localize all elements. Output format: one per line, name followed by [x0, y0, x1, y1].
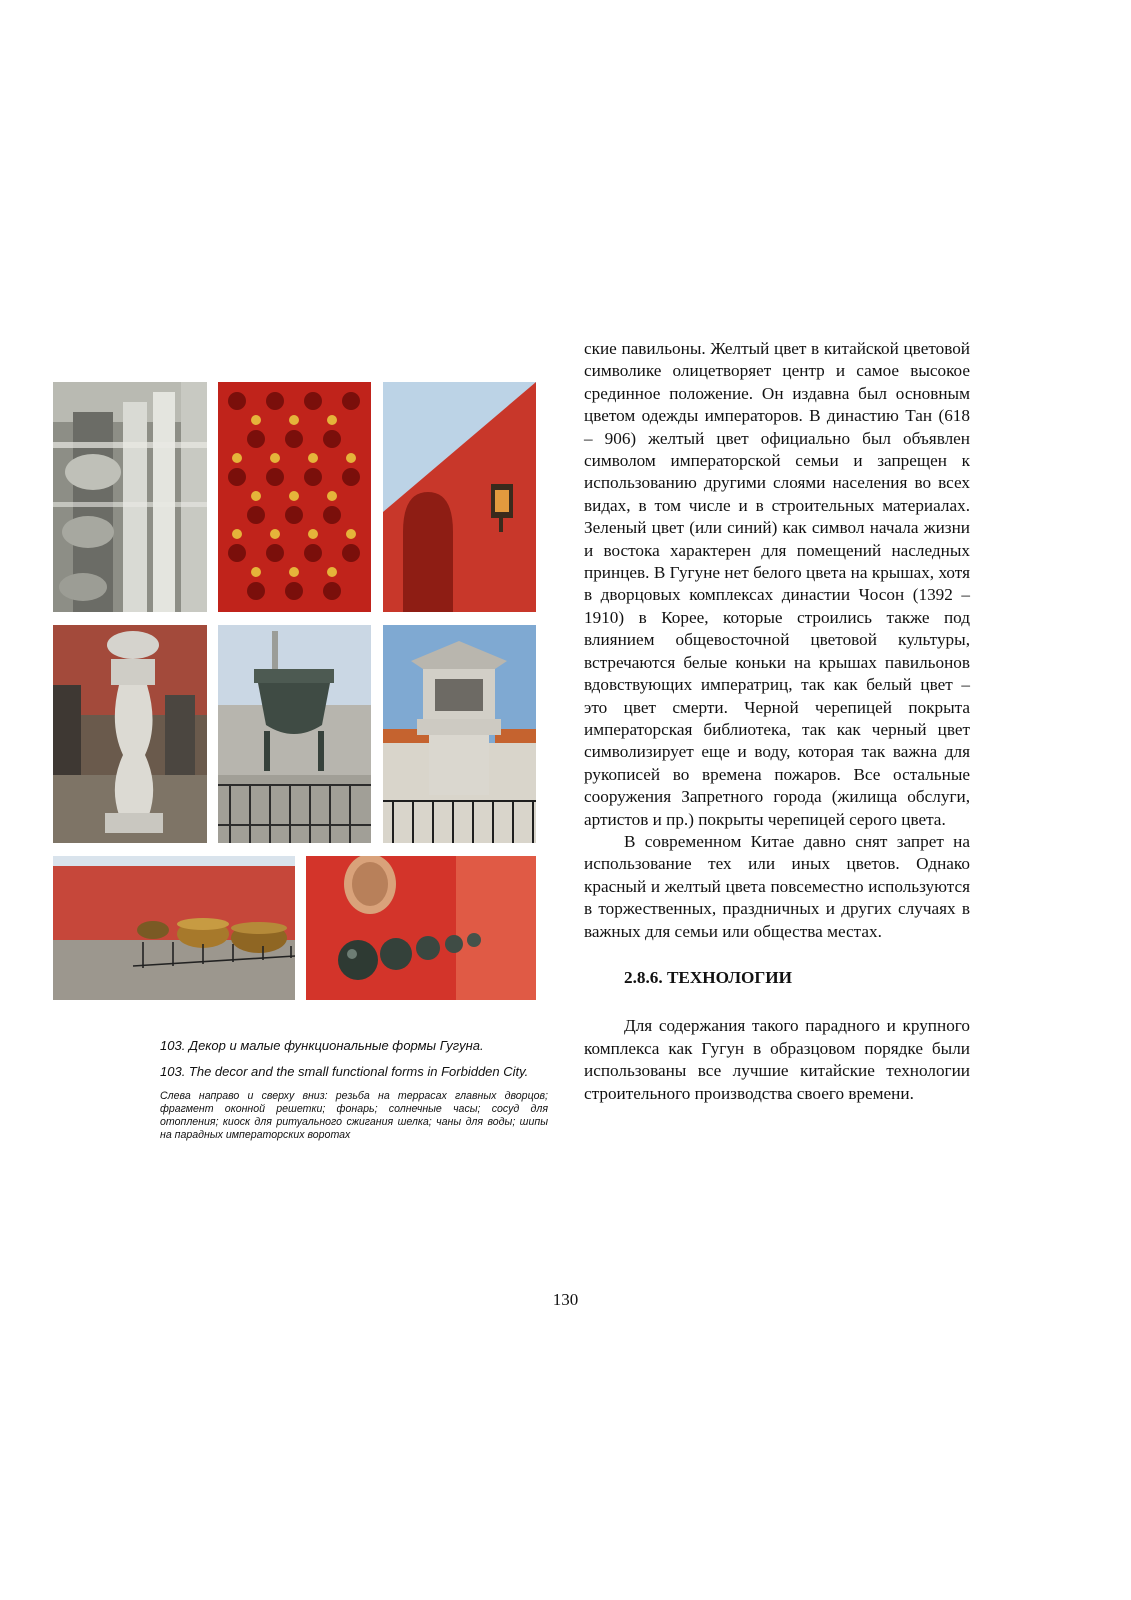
- caption-description: Слева направо и сверху вниз: резьба на террасах главных дворцов; фрагмент оконной решетки; фонарь; солнечные часы; сосуд для отопления; киоск для ритуального сжигания шелка; чаны для воды; шипы на парадных императорских воротах: [160, 1090, 548, 1141]
- figure-captions: [160, 1038, 548, 1142]
- sundial-photo: [53, 625, 207, 843]
- paragraph-3: Для содержания такого парадного и крупного комплекса как Гугун в образцовом порядке были использованы все лучшие китайские технологии строительного производства своего времени.: [584, 1016, 970, 1103]
- main-text-column: [584, 338, 970, 1105]
- water-vats-photo: [53, 856, 295, 1000]
- page-number: 130: [552, 1290, 579, 1309]
- window-lattice-photo: [218, 382, 371, 612]
- incense-burner-photo: [218, 625, 371, 843]
- carved-balustrade-photo: [53, 382, 207, 612]
- paragraph-1: ские павильоны. Желтый цвет в китайской цветовой символике олицетворяет центр и самое высокое срединное положение. Он издавна был основным цветом одежды императоров. В династию Тан (618 – 906) желтый цвет официально был объявлен символом императорской семьи и запрещен к использованию другими слоями населения во всех видах, в том числе и в строительных материалах. Зеленый цвет (или синий) как символ начала жизни и востока характерен для помещений наследных принцев. В Гугуне нет белого цвета на крышах, хотя в дворцовых комплексах династии Чосон (1392 – 1910) в Корее, которые строились также под влиянием общевосточной цветовой культуры, встречаются белые коньки на крышах павильонов вдовствующих императриц, так как белый цвет – это цвет смерти. Черной черепицей покрыта императорская библиотека, так как черный цвет символизирует еще и воду, которая так важна для рукописей во времена пожаров. Все остальные сооружения Запретного города (жилища обслуги, артистов и пр.) покрыты черепицей серого цвета.: [584, 339, 970, 829]
- caption-english: 103. The decor and the small functional forms in Forbidden City.: [160, 1064, 529, 1079]
- section-heading: 2.8.6. ТЕХНОЛОГИИ: [624, 967, 793, 987]
- paragraph-2: В современном Китае давно снят запрет на использование тех или иных цветов. Однако красный и желтый цвета повсеместно используются в торжественных, праздничных и других случаях в важных для семьи или общества местах.: [584, 831, 970, 941]
- silk-burning-kiosk-photo: [383, 625, 536, 843]
- lantern-photo: [383, 382, 536, 612]
- gate-studs-photo: [306, 856, 536, 1000]
- caption-russian: 103. Декор и малые функциональные формы Гугуна.: [160, 1038, 484, 1053]
